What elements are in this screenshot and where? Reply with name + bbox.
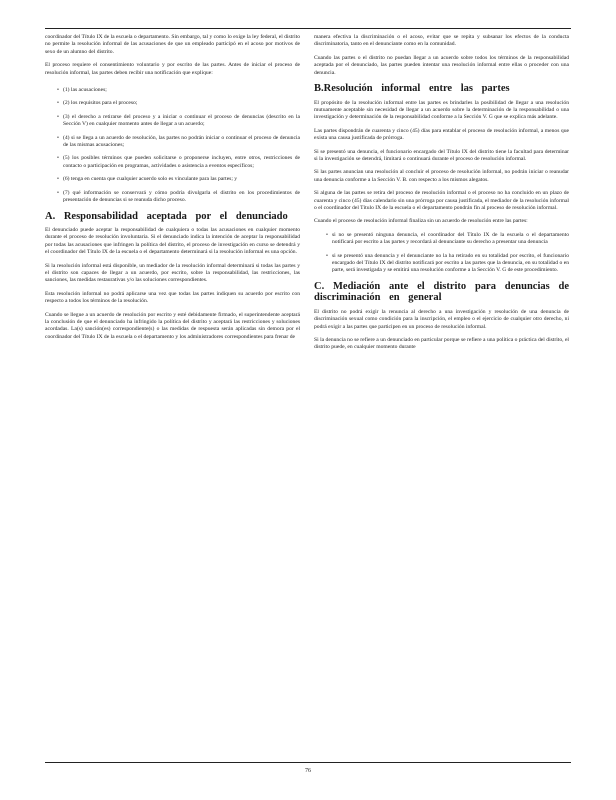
- list-item: • (3) el derecho a retirarse del proceso y a iniciar o continuar el proceso de denuncias (descrito en la Sección V) en cualquier momento antes de llegar a un acuerdo;: [57, 113, 300, 128]
- top-rule: [45, 28, 571, 29]
- list-item: • (6) tenga en cuenta que cualquier acuerdo solo es vinculante para las partes; y: [57, 176, 238, 183]
- list-item: • (4) si se llega a un acuerdo de resolución, las partes no podrán iniciar o continuar el proceso de denuncia de las mismas acusaciones;: [57, 134, 300, 149]
- paragraph: El denunciado puede aceptar la responsabilidad de cualquiera o todas las acusaciones en cualquier momento durante el proceso de resolución involuntaria. Si el denunciado indica la intención de aceptar la responsabilidad por todas las acusaciones que infringen la política del distrito, el proceso de investigación en curso se detendrá y el coordinador del Título IX de la escuela o el departamento determinará si la resolución informal es una opción.: [45, 227, 300, 256]
- paragraph: Esta resolución informal no podrá aplicarse una vez que todas las partes indiquen su acuerdo por escrito con respecto a todos los términos de la resolución.: [45, 290, 300, 305]
- paragraph: Si la resolución informal está disponible, un mediador de la resolución informal determinará si todas las partes y el distrito son capaces de llegar a un acuerdo, por escrito, sobre la responsabilidad, las restricciones, las sanciones, las medidas restaurativas y/o las soluciones correspondientes.: [45, 262, 300, 284]
- list-item: • (5) los posibles términos que pueden solicitarse o proponerse incluyen, entre otros, restricciones de contacto o participación en programas, actividades o asistencia a eventos específicos;: [57, 155, 300, 169]
- bullet-icon: •: [326, 252, 328, 259]
- bullet-icon: •: [57, 134, 59, 141]
- paragraph: Cuando el proceso de resolución informal finaliza sin un acuerdo de resolución entre las partes:: [314, 218, 528, 225]
- left-column: [45, 34, 300, 347]
- paragraph: El proceso requiere el consentimiento voluntario y por escrito de las partes. Antes de iniciar el proceso de resolución informal, las partes deben recibir una notificación que explique:: [45, 62, 300, 76]
- bullet-icon: •: [57, 176, 59, 183]
- bullet-icon: •: [57, 189, 59, 196]
- paragraph: manera efectiva la discriminación o el acoso, evitar que se repita y subsanar los efectos de la conducta discriminatoria, tanto en el denunciante como en la comunidad.: [314, 34, 569, 48]
- bullet-icon: •: [57, 100, 59, 107]
- bullet-icon: •: [326, 231, 328, 238]
- right-column: [314, 34, 569, 358]
- paragraph: Si las partes anuncian una resolución al concluir el proceso de resolución informal, no podrán iniciar o reanudar una denuncia conforme a la Sección V. B. con respecto a los mismos alegatos.: [314, 169, 569, 183]
- paragraph: El distrito no podrá exigir la renuncia al derecho a una investigación y resolución de una denuncia de discriminación sexual como condición para la inscripción, el empleo o el ejercicio de cualquier otro derecho, ni podrá exigir a las partes que participen en un proceso de resolución informal.: [314, 308, 569, 330]
- paragraph: Si se presentó una denuncia, el funcionario encargado del Título IX del distrito tiene la facultad para determinar si la investigación se detendrá, limitará o continuará durante el proceso de resolución informal.: [314, 148, 569, 162]
- bottom-rule: [45, 762, 571, 763]
- paragraph: coordinador del Título IX de la escuela o departamento. Sin embargo, tal y como lo exige la ley federal, el distrito no permite la resolución informal de las acusaciones de que un empleado participó en el acoso por motivos de sexo de un alumno del distrito.: [45, 34, 301, 55]
- list-item: • (2) los requisitos para el proceso;: [57, 100, 138, 107]
- section-heading-c: C. Mediación ante el distrito para denuncias de discriminación en general: [314, 280, 569, 304]
- list-item: • si se presentó una denuncia y el denunciante no la ha retirado en su totalidad por escrito, el funcionario encargado del Título IX del distrito notificará por escrito a las partes que la denuncia, en su totalidad o en parte, será investigada y se emitirá una resolución conforme a la Sección V. G de este procedimiento.: [326, 252, 569, 274]
- paragraph: Si alguna de las partes se retira del proceso de resolución informal o el proceso no ha concluido en un plazo de cuarenta y cinco (45) días calendario sin una prórroga por causa justificada, el mediador de la resolución informal o el coordinador del Título IX de la escuela o el departamento pondrán fin al proceso de resolución informal.: [314, 190, 569, 211]
- paragraph: Cuando las partes o el distrito no puedan llegar a un acuerdo sobre todos los términos de la responsabilidad aceptada por el denunciado, las partes pueden intentar una resolución informal entre ellas o proceder con una denuncia.: [314, 54, 569, 76]
- page-number: 76: [305, 768, 311, 774]
- paragraph: El propósito de la resolución informal entre las partes es brindarles la posibilidad de llegar a una resolución mutuamente aceptable sin necesidad de llegar a un acuerdo sobre la determinación de la responsabilidad o una investigación y determinación de la responsabilidad conforme a la Sección V. G que se explica más adelante.: [314, 99, 569, 121]
- list-item: • (7) qué información se conservará y cómo podría divulgarla el distrito en los procedimientos de presentación de denuncias si se reanuda dicho proceso.: [57, 189, 300, 204]
- section-heading-a: A. Responsabilidad aceptada por el denunciado: [45, 210, 288, 222]
- list-item: • (1) las acusaciones;: [57, 87, 107, 94]
- bullet-icon: •: [57, 87, 59, 94]
- paragraph: Cuando se llegue a un acuerdo de resolución por escrito y esté debidamente firmado, el superintendente aceptará la conclusión de que el denunciado ha infringido la política del distrito y aceptará las restricciones y soluciones acordadas. La(s) sanción(es) correspondiente(s) o las medidas de respuesta serán aplicadas sin demora por el coordinador del Título IX de la escuela o el departamento y los administradores correspondientes para frenar de: [45, 311, 300, 340]
- list-item: • si no se presentó ninguna denuncia, el coordinador del Título IX de la escuela o el departamento notificará por escrito a las partes y recordará al denunciante su derecho a presentar una denuncia: [326, 231, 569, 246]
- section-heading-b: B.Resolución informal entre las partes: [314, 83, 510, 95]
- bullet-icon: •: [57, 155, 59, 162]
- paragraph: Si la denuncia no se refiere a un denunciado en particular porque se refiere a una política o práctica del distrito, el distrito puede, en cualquier momento durante: [314, 337, 569, 351]
- bullet-icon: •: [57, 113, 59, 120]
- paragraph: Las partes dispondrán de cuarenta y cinco (45) días para entablar el proceso de resolución informal, a menos que exista una causa justificada de prórroga.: [314, 127, 569, 142]
